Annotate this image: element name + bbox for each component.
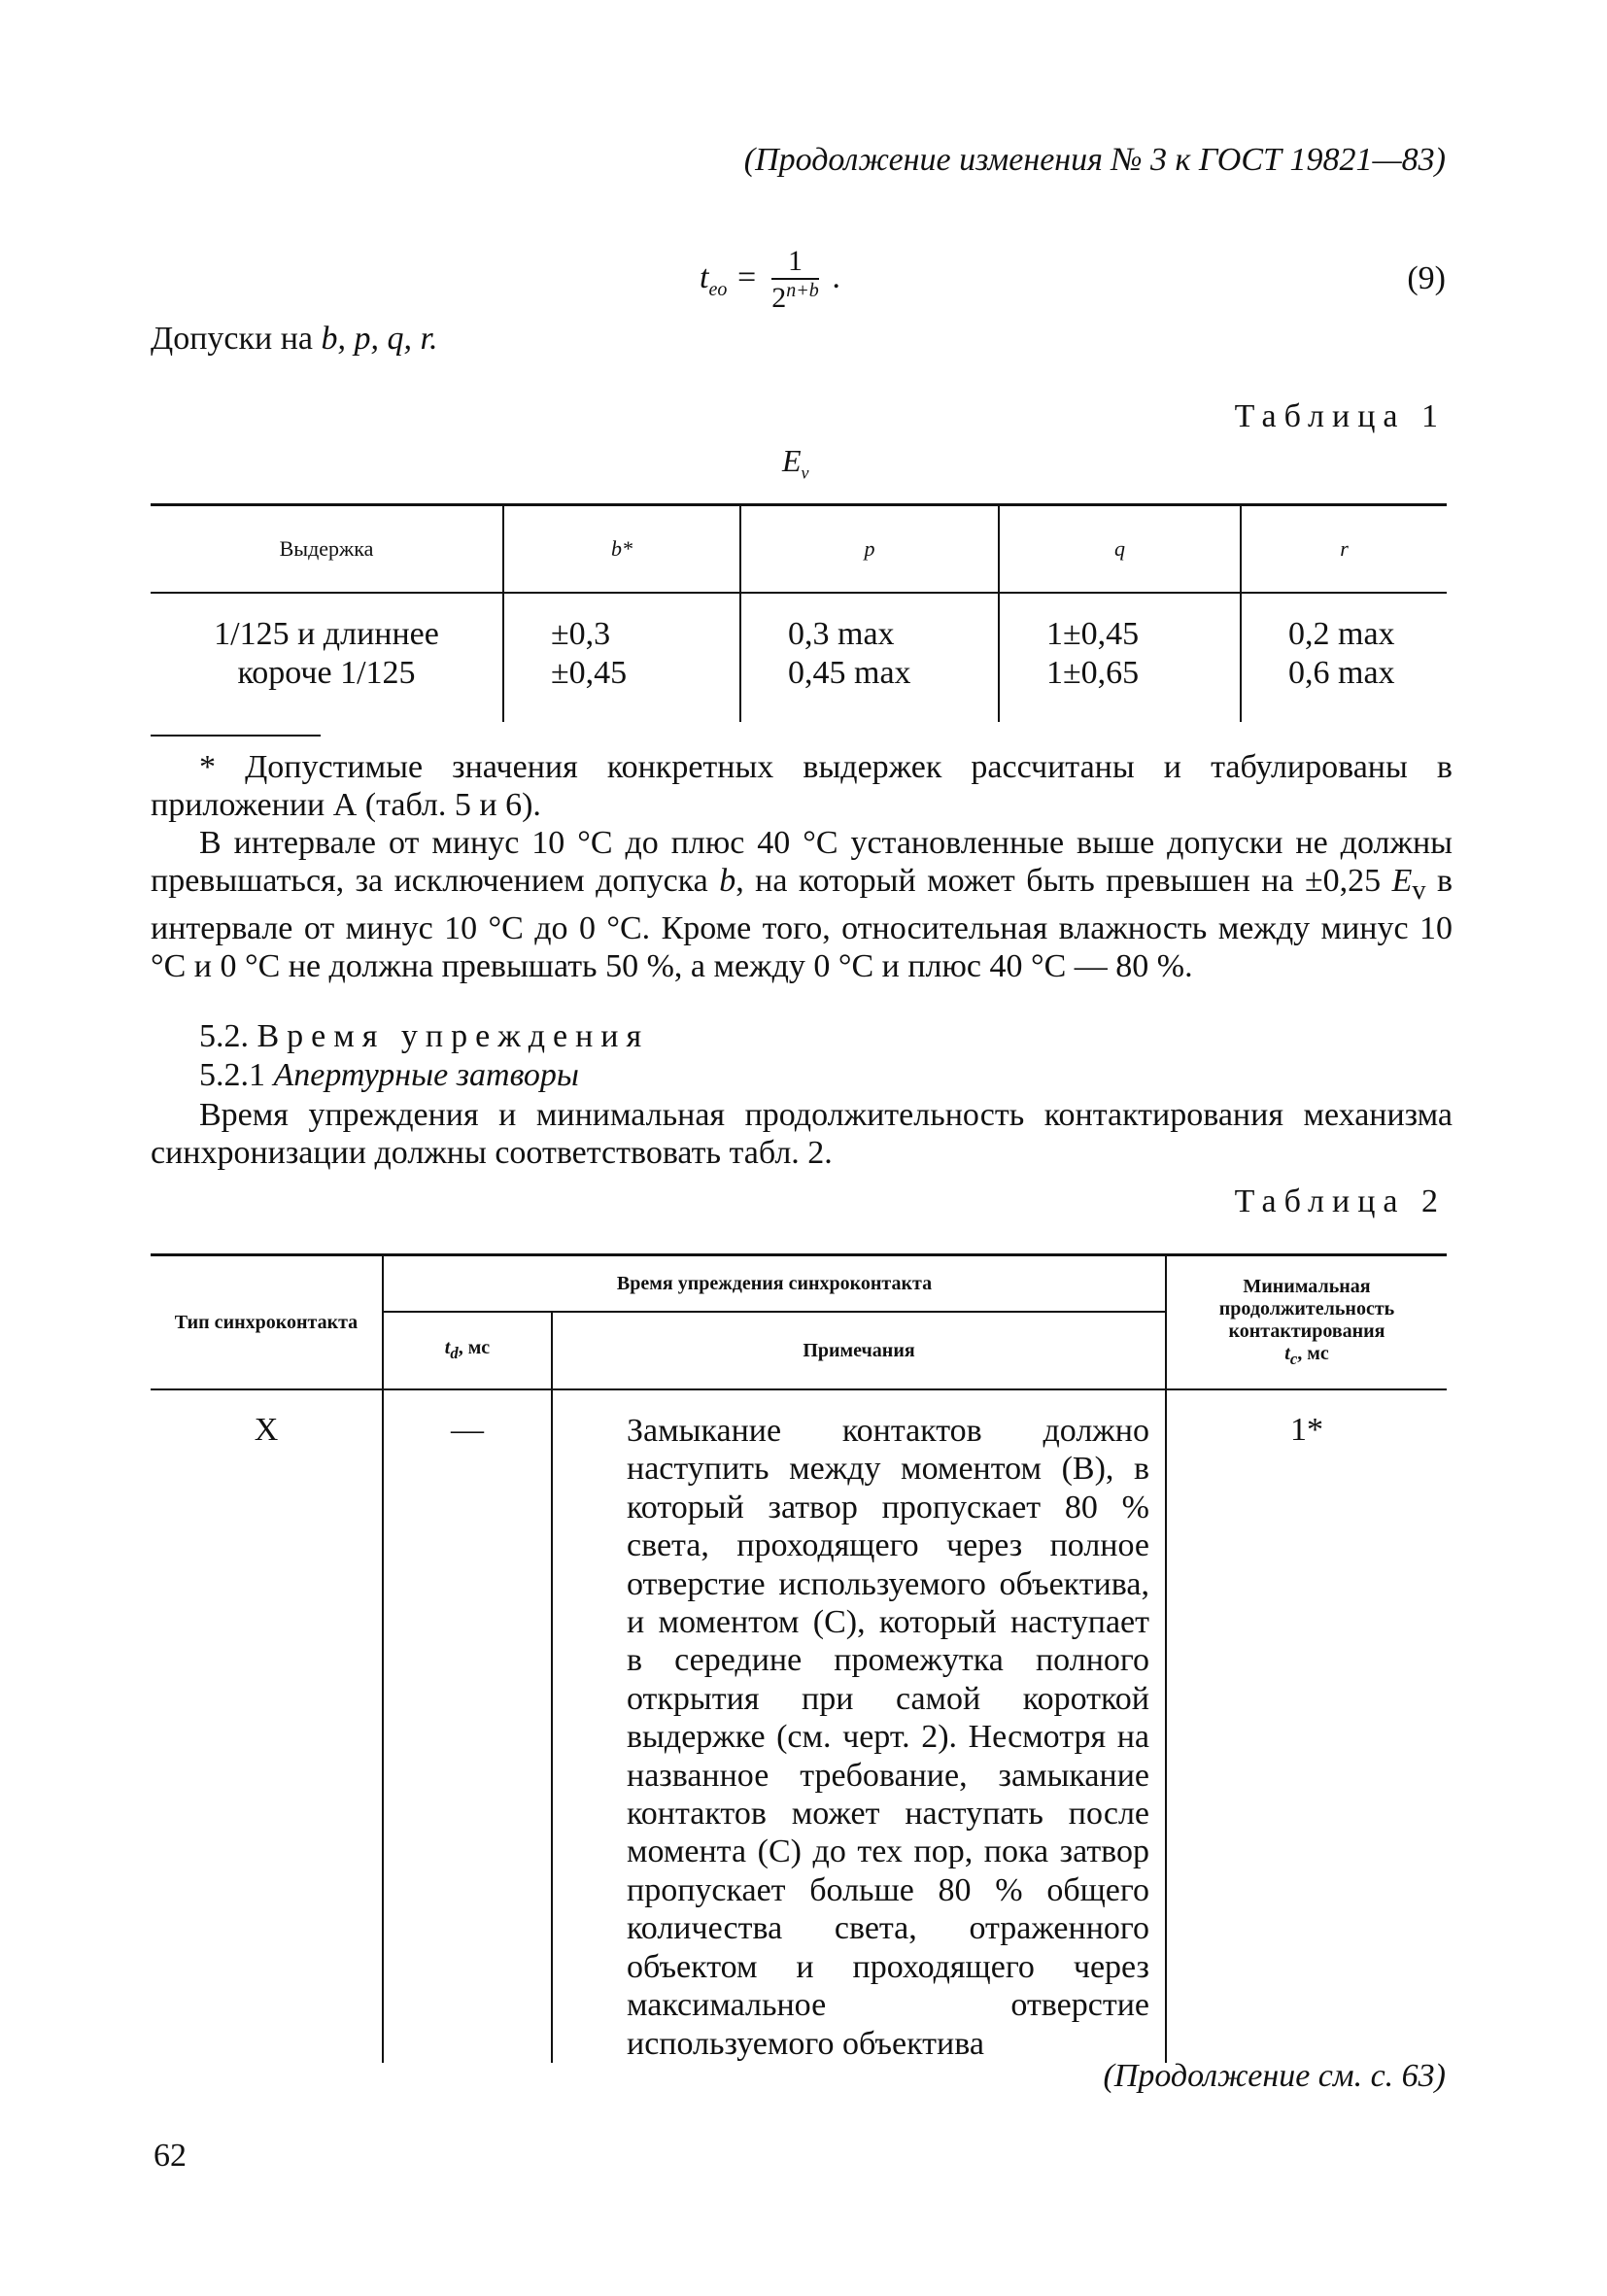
page-number: 62 [154, 2138, 187, 2174]
table-cell: ±0,45 [551, 655, 628, 691]
table2-header-td: $t_d$, мс [383, 1312, 552, 1389]
table2-header-row-1 [151, 1255, 1447, 1313]
equation-number: (9) [1407, 260, 1446, 296]
table2-cell-td: — [383, 1389, 552, 2063]
table2-header-type: Тип синхроконтакта [151, 1255, 383, 1390]
table-cell: 0,2 max [1288, 616, 1395, 652]
table-cell: ±0,3 [551, 616, 611, 652]
page-header: (Продолжение изменения № 3 к ГОСТ 19821—83) [743, 142, 1446, 178]
table1-header-p: p [740, 505, 999, 594]
table1-title: $E_v$ [782, 443, 809, 483]
table-1 [151, 503, 1447, 722]
table1-col-r [1241, 593, 1447, 722]
table2-header-min-unit: $t_c$, мс [1284, 1342, 1329, 1368]
table-2 [151, 1253, 1447, 2063]
sync-paragraph: Время упреждения и минимальная продолжительность контактирования механизма синхронизации должны соответствовать табл. 2. [151, 1097, 1453, 1171]
formula-9: $t_{eo}$ = $\frac{1}{2^{n+b}}$ . [700, 245, 841, 314]
table-cell: 1±0,65 [1046, 655, 1140, 691]
table2-header-min-label: Минимальная продолжительность контактирования [1218, 1275, 1395, 1342]
section-5-2-1-heading: 5.2.1 Апертурные затворы [199, 1057, 579, 1093]
temperature-paragraph: В интервале от минус 10 °С до плюс 40 °С установленные выше допуски не должны превышаться, за исключением допуска b, на который может быть превышен на ±0,25 $E_v$ в интервале от минус 10 °С до 0 °С. Кроме того, относительная влажность между минус 10 °С и 0 °С не должна превышать 50 %, а между 0 °С и плюс 40 °С — 80 %. [151, 825, 1453, 984]
table-cell: 1/125 и длиннее [214, 616, 439, 652]
table-cell: короче 1/125 [237, 655, 416, 691]
table2-cell-type: X [254, 1412, 279, 1448]
formula-fraction: $\frac{1}{2^{n+b}}$ [771, 245, 819, 314]
table1-header-b: b* [503, 505, 740, 594]
table1-header-row [151, 505, 1447, 594]
table-cell: 1±0,45 [1046, 616, 1140, 652]
continuation-note: (Продолжение см. с. 63) [1103, 2058, 1446, 2094]
tolerances-intro: Допуски на b, p, q, r. [151, 321, 438, 357]
table1-body-row [151, 593, 1447, 722]
table1-header-exposure: Выдержка [151, 505, 503, 594]
table2-caption: Таблица 2 [1234, 1183, 1446, 1219]
table-cell: 0,6 max [1288, 655, 1395, 691]
table2-cell-min: 1* [1166, 1389, 1447, 2063]
footnote-text: * Допустимые значения конкретных выдержек рассчитаны и табулированы в приложении А (табл. 5 и 6). [151, 749, 1453, 823]
table-row [151, 1389, 1447, 2063]
formula-lhs: $t_{eo}$ [700, 258, 728, 300]
table-cell: 0,3 max [788, 616, 895, 652]
table1-header-r: r [1241, 505, 1447, 594]
table1-col-q [999, 593, 1241, 722]
table2-header-group: Время упреждения синхроконтакта [383, 1255, 1166, 1313]
footnote-rule [151, 735, 321, 737]
table1-col-b [503, 593, 740, 722]
table2-header-notes: Примечания [552, 1312, 1166, 1389]
table1-caption: Таблица 1 [1234, 398, 1446, 434]
table1-header-q: q [999, 505, 1241, 594]
table2-header-min [1166, 1255, 1447, 1390]
section-5-2-heading: 5.2. Время упреждения [199, 1018, 650, 1054]
table1-col-exposure [151, 593, 503, 722]
table1-col-p [740, 593, 999, 722]
table-cell: 0,45 max [788, 655, 911, 691]
table2-cell-note: Замыкание контактов должно наступить между моментом (В), в который затвор пропускает 80 % света, проходящего через полное отверстие используемого объектива, и моментом (С), который наступает в середине промежутка полного открытия при самой короткой выдержке (см. черт. 2). Несмотря на названное требование, замыкание контактов может наступать после момента (С) до тех пор, пока затвор пропускает больше 80 % общего количества света, отраженного объектом и проходящего через максимальное отверстие используемого объектива [552, 1389, 1166, 2063]
